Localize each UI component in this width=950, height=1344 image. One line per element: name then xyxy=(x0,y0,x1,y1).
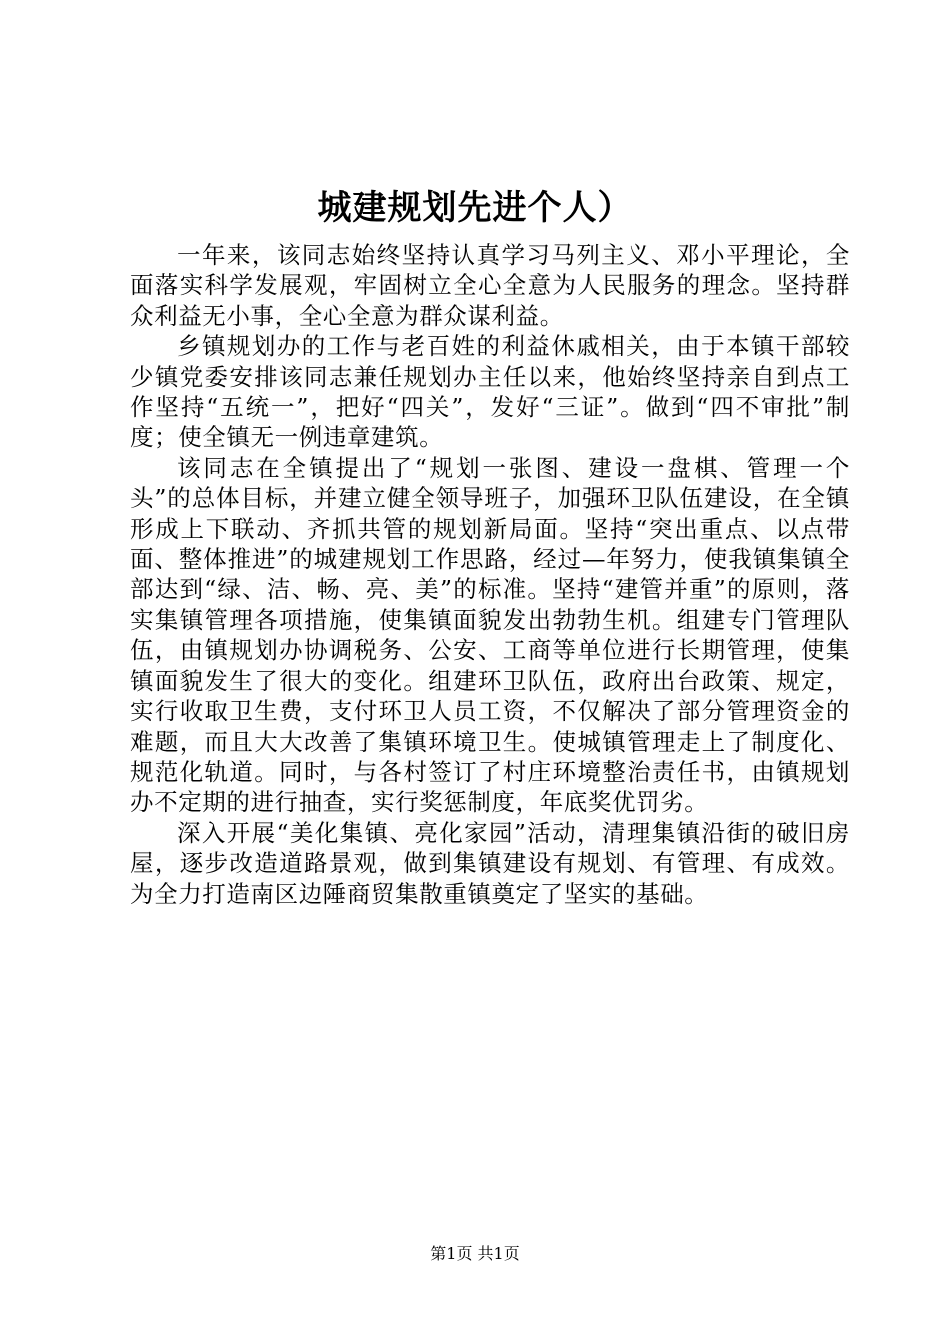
document-body xyxy=(130,240,850,909)
page-footer: 第1页 共1页 xyxy=(430,1244,520,1263)
paragraph-4: 深入开展“美化集镇、亮化家园”活动，清理集镇沿街的破旧房屋，逐步改造道路景观，做到集镇建设有规划、有管理、有成效。为全力打造南区边陲商贸集散重镇奠定了坚实的基础。 xyxy=(130,818,850,908)
paragraph-2: 乡镇规划办的工作与老百姓的利益休戚相关，由于本镇干部较少镇党委安排该同志兼任规划办主任以来，他始终坚持亲自到点工作坚持“五统一”，把好“四关”，发好“三证”。做到“四不审批”制度；使全镇无一例违章建筑。 xyxy=(130,332,850,452)
document-title: 城建规划先进个人） xyxy=(317,188,633,228)
paragraph-3: 该同志在全镇提出了“规划一张图、建设一盘棋、管理一个头”的总体目标，并建立健全领导班子，加强环卫队伍建设，在全镇形成上下联动、齐抓共管的规划新局面。坚持“突出重点、以点带面、整体推进”的城建规划工作思路，经过—年努力，使我镇集镇全部达到“绿、洁、畅、亮、美”的标准。坚持“建管并重”的原则，落实集镇管理各项措施，使集镇面貌发出勃勃生机。组建专门管理队伍，由镇规划办协调税务、公安、工商等单位进行长期管理，使集镇面貌发生了很大的变化。组建环卫队伍，政府出台政策、规定，实行收取卫生费，支付环卫人员工资，不仅解决了部分管理资金的难题，而且大大改善了集镇环境卫生。使城镇管理走上了制度化、规范化轨道。同时，与各村签订了村庄环境整治责任书，由镇规划办不定期的进行抽查，实行奖惩制度，年底奖优罚劣。 xyxy=(130,453,850,817)
paragraph-1: 一年来，该同志始终坚持认真学习马列主义、邓小平理论，全面落实科学发展观，牢固树立全心全意为人民服务的理念。坚持群众利益无小事，全心全意为群众谋利益。 xyxy=(130,241,850,330)
